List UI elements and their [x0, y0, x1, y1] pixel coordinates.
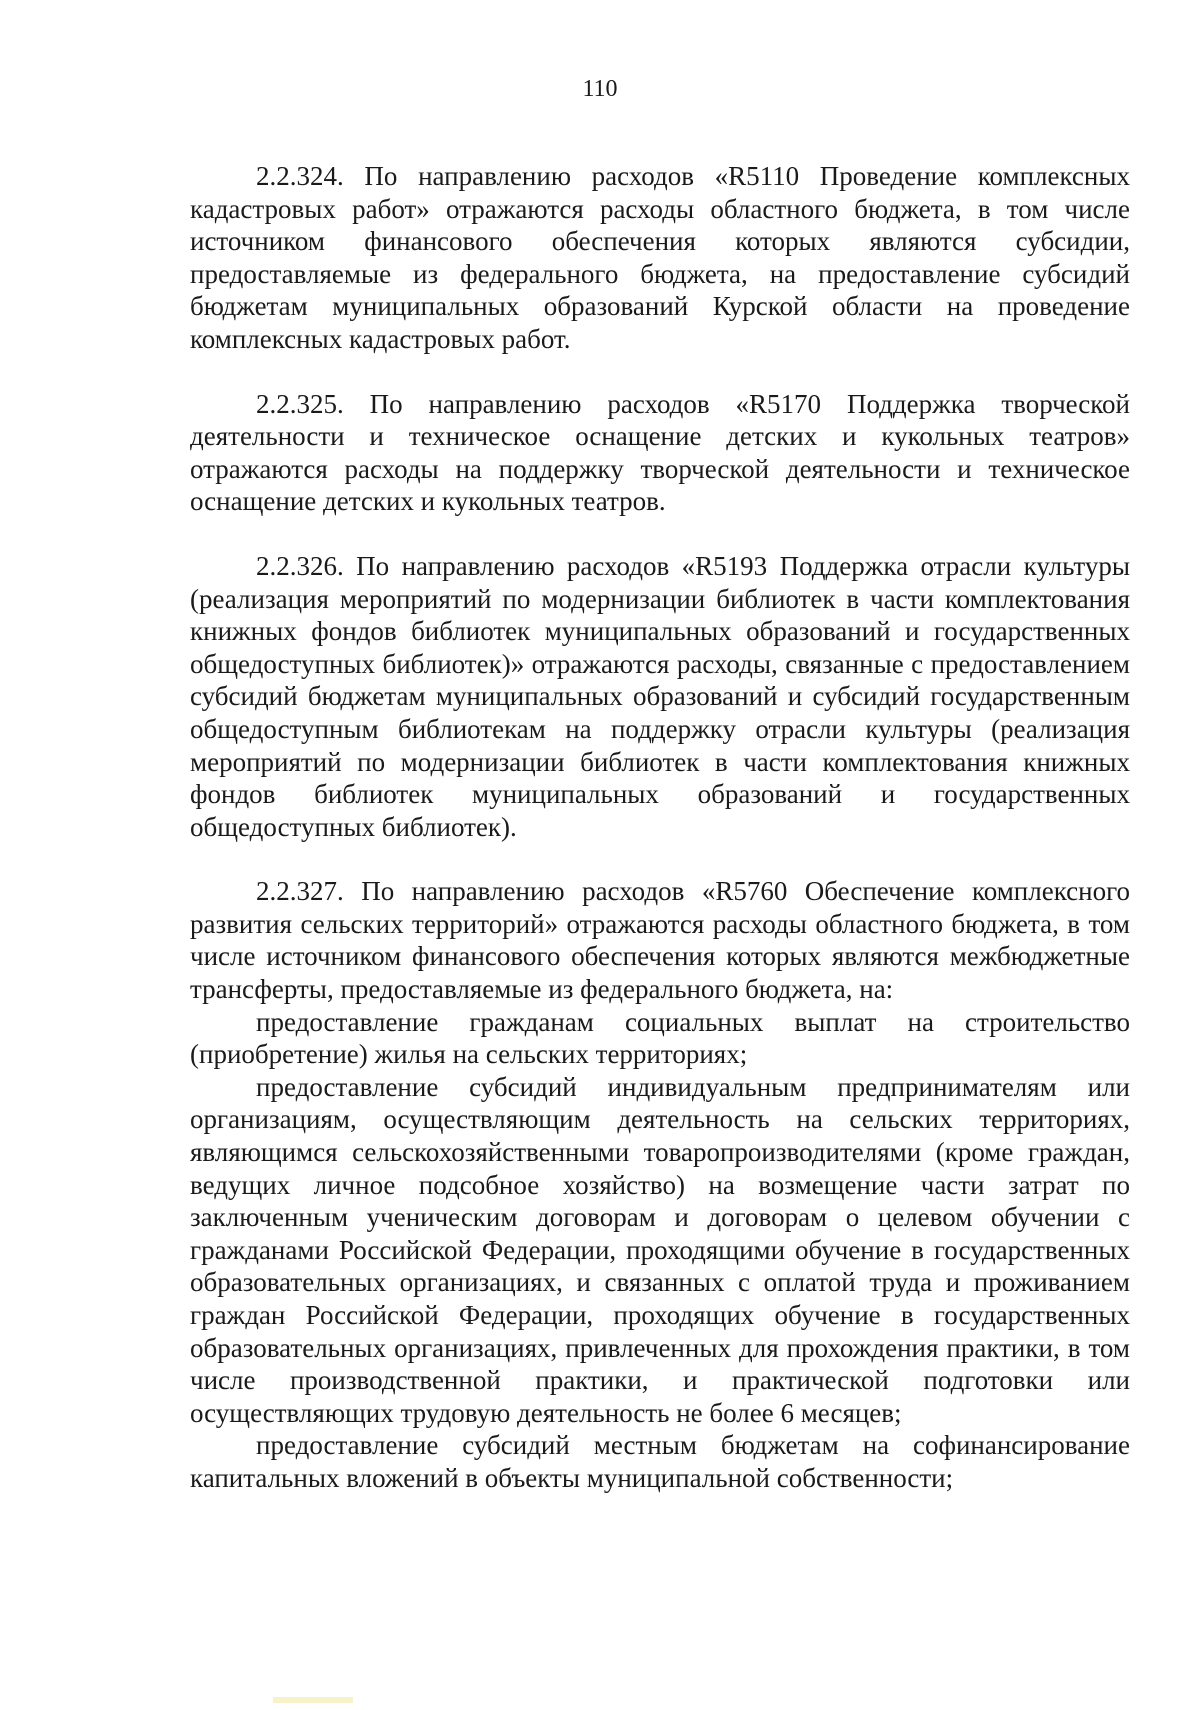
paragraph: 2.2.324. По направлению расходов «R5110 Проведение комплексных кадастровых работ» отражаются расходы областного бюджета, в том числе источником финансового обеспечения которых являются субсидии, предоставляемые из федерального бюджета, на предоставление субсидий бюджетам муниципальных образований Курской области на проведение комплексных кадастровых работ.	[190, 161, 1130, 354]
list-item: предоставление субсидий местным бюджетам на софинансирование капитальных вложений в объекты муниципальной собственности;	[190, 1430, 1130, 1493]
page-number: 110	[582, 76, 618, 102]
scan-artifact	[273, 1697, 353, 1703]
paragraph: 2.2.327. По направлению расходов «R5760 Обеспечение комплексного развития сельских территорий» отражаются расходы областного бюджета, в том числе источником финансового обеспечения которых являются межбюджетные трансферты, предоставляемые из федерального бюджета, на:	[190, 876, 1130, 1005]
section-2-2-326	[190, 550, 1130, 843]
list-item: предоставление гражданам социальных выплат на строительство (приобретение) жилья на сельских территориях;	[190, 1006, 1130, 1070]
section-2-2-325	[190, 388, 1130, 518]
document-body	[190, 160, 1130, 1495]
section-2-2-327	[190, 875, 1130, 1494]
section-2-2-324	[190, 160, 1130, 356]
list-item: предоставление субсидий индивидуальным предпринимателям или организациям, осуществляющим деятельность на сельских территориях, являющимся сельскохозяйственными товаропроизводителями (кроме граждан, ведущих личное подсобное хозяйство) на возмещение части затрат по заключенным ученическим договорам и договорам о целевом обучении с гражданами Российской Федерации, проходящими обучение в государственных образовательных организациях, и связанных с оплатой труда и проживанием граждан Российской Федерации, проходящих обучение в государственных образовательных организациях, привлеченных для прохождения практики, в том числе производственной практики, и практической подготовки или осуществляющих трудовую деятельность не более 6 месяцев;	[190, 1071, 1130, 1428]
paragraph: 2.2.325. По направлению расходов «R5170 Поддержка творческой деятельности и техническое оснащение детских и кукольных театров» отражаются расходы на поддержку творческой деятельности и техническое оснащение детских и кукольных театров.	[190, 388, 1130, 517]
paragraph: 2.2.326. По направлению расходов «R5193 Поддержка отрасли культуры (реализация мероприятий по модернизации библиотек в части комплектования книжных фондов библиотек муниципальных образований и государственных общедоступных библиотек)» отражаются расходы, связанные с предоставлением субсидий бюджетам муниципальных образований и субсидий государственным общедоступным библиотекам на поддержку отрасли культуры (реализация мероприятий по модернизации библиотек в части комплектования книжных фондов библиотек муниципальных образований и государственных общедоступных библиотек).	[190, 550, 1130, 842]
